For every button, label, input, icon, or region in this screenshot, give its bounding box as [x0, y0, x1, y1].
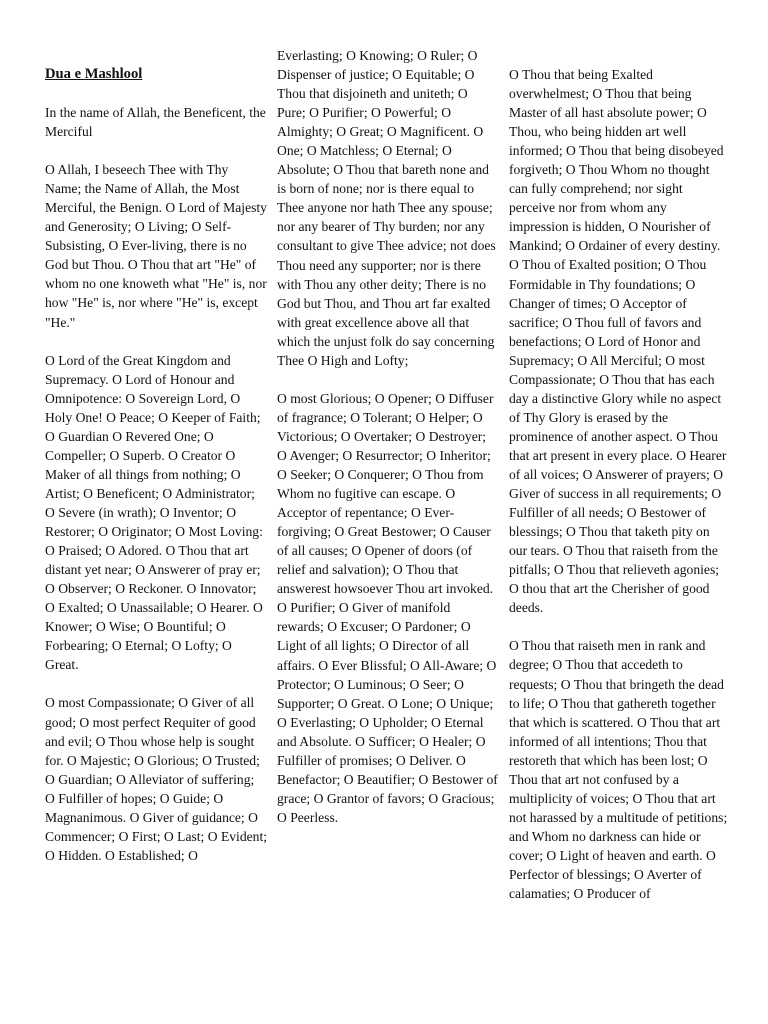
- text-column-2: [277, 46, 499, 846]
- paragraph: O most Glorious; O Opener; O Diffuser of fragrance; O Tolerant; O Helper; O Victorious; O Overtaker; O Destroyer; O Avenger; O Resurrector; O Inheritor; O Seeker; O Conquerer; O Thou from Whom no fugitive can escape. O Acceptor of repentance; O Ever-forgiving; O Great Bestower; O Causer of all causes; O Opener of doors (of relief and salvation); O Thou that answerest howsoever Thou art invoked. O Purifier; O Giver of manifold rewards; O Excuser; O Pardoner; O Light of all lights; O Director of all affairs. O Ever Blissful; O All-Aware; O Protector; O Luminous; O Seer; O Supporter; O Great. O Lone; O Unique; O Everlasting; O Upholder; O Eternal and Absolute. O Sufficer; O Healer; O Fulfiller of promises; O Deliver. O Benefactor; O Beautifier; O Bestower of grace; O Grantor of favors; O Gracious; O Peerless.: [277, 390, 498, 825]
- paragraph: O Thou that raiseth men in rank and degree; O Thou that accedeth to requests; O Thou that bringeth the dead to life; O Thou that gathereth together that which is scattered. O Thou that art informed of all intentions; Thou that restoreth that which has been lost; O Thou that art not confused by a multiplicity of voices; O Thou that art not harassed by a multitude of petitions; and Whom no darkness can hide or cover; O Light of heaven and earth. O Perfector of blessings; O Averter of calamaties; O Producer of: [509, 638, 728, 902]
- paragraph: O Lord of the Great Kingdom and Supremacy. O Lord of Honour and Omnipotence: O Sovereign Lord, O Holy One! O Peace; O Keeper of Faith; O Guardian O Revered One; O Compeller; O Superb. O Creator O Maker of all things from nothing; O Artist; O Beneficent; O Administrator; O Severe (in wrath); O Inventor; O Restorer; O Originator; O Most Loving: O Praised; O Adored. O Thou that art distant yet near; O Answerer of pray er; O Observer; O Reckoner. O Innovator; O Exalted; O Unassailable; O Hearer. O Knower; O Wise; O Bountiful; O Forbearing; O Eternal; O Lofty; O Great.: [45, 352, 263, 673]
- paragraph: O Thou that being Exalted overwhelmest; O Thou that being Master of all hast absolute power; O Thou, who being hidden art well informed; O Thou that being disobeyed forgiveth; O Thou Whom no thought can fully comprehend; nor sight perceive nor from whom any impression is hidden, O Nourisher of Mankind; O Ordainer of every destiny. O Thou of Exalted position; O Thou Formidable in Thy foundations; O Changer of times; O Acceptor of sacrifice; O Thou full of favors and benefactions; O Lord of Honor and Supremacy; O All Merciful; O most Compassionate; O Thou that has each day a distinctive Glory while no aspect of Thy Glory is erased by the prominence of another aspect. O Thou that art present in every place. O Hearer of all voices; O Answerer of prayers; O Giver of success in all requirements; O Fulfiller of all needs; O Bestower of blessings; O Thou that taketh pity on our tears. O Thou that raiseth from the pitfalls; O Thou that relieveth agonies; O thou that art the Cherisher of good deeds.: [509, 67, 727, 616]
- paragraph: In the name of Allah, the Beneficent, the Merciful: [45, 105, 266, 140]
- paragraph: O most Compassionate; O Giver of all good; O most perfect Requiter of good and evil; O Thou whose help is sought for. O Majestic; O Glorious; O Trusted; O Guardian; O Alleviator of suffering; O Fulfiller of hopes; O Guide; O Magnanimous. O Giver of guidance; O Commencer; O First; O Last; O Evident; O Hidden. O Established; O: [45, 695, 268, 863]
- paragraph: Everlasting; O Knowing; O Ruler; O Dispenser of justice; O Equitable; O Thou that disjoineth and uniteth; O Pure; O Purifier; O Powerful; O Almighty; O Great; O Magnificent. O One; O Matchless; O Eternal; O Absolute; O Thou that bareth none and is born of none; nor is there equal to Thee anyone nor hath Thee any spouse; nor any bearer of Thy burden; nor any consultant to give Thee advice; not does Thou need any supporter; nor is there with Thou any other deity; There is no God but Thou, and Thou art far exalted with great excellence above all that which the unjust folk do say concerning Thee O High and Lofty;: [277, 48, 496, 368]
- text-column-3: [509, 65, 729, 922]
- document-title: Dua e Mashlool: [45, 66, 143, 82]
- text-column-1: [45, 65, 267, 884]
- paragraph: O Allah, I beseech Thee with Thy Name; the Name of Allah, the Most Merciful, the Benign. O Lord of Majesty and Generosity; O Living; O Self-Subsisting, O Ever-living, there is no God but Thou. O Thou that art "He" of whom no one knoweth what "He" is, nor how "He" is, nor where "He" is, except "He.": [45, 162, 267, 330]
